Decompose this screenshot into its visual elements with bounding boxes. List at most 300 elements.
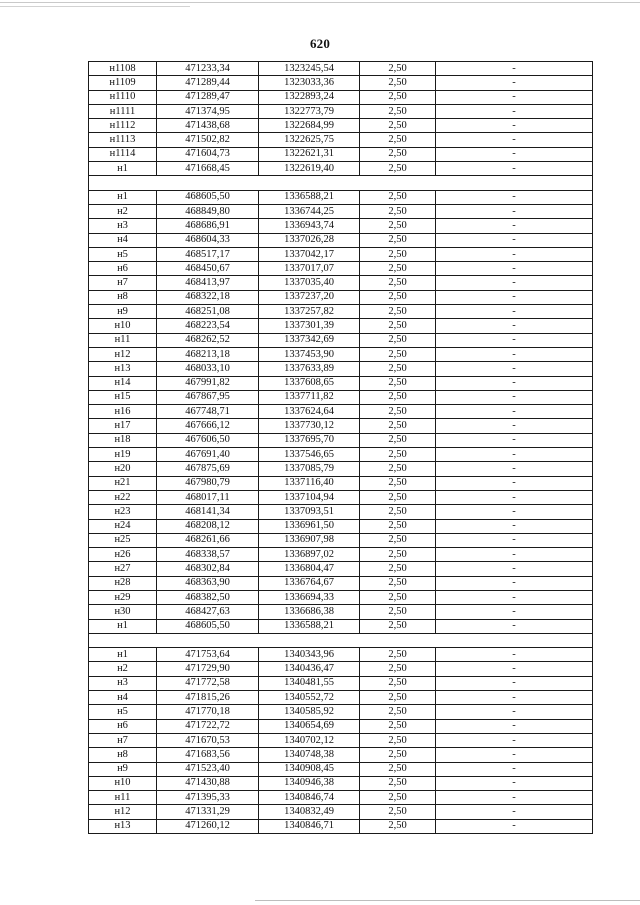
y-coordinate-cell: 1340748,38 [259, 748, 360, 762]
y-coordinate-cell: 1340343,96 [259, 648, 360, 662]
table-row [89, 119, 593, 133]
note-cell: - [436, 648, 593, 662]
point-id-cell: н1111 [89, 104, 157, 118]
point-id-cell: н4 [89, 233, 157, 247]
y-coordinate-cell: 1340702,12 [259, 733, 360, 747]
note-cell: - [436, 805, 593, 819]
point-id-cell: н9 [89, 305, 157, 319]
x-coordinate-cell: 467691,40 [157, 448, 259, 462]
x-coordinate-cell: 468605,50 [157, 619, 259, 633]
x-coordinate-cell: 468141,34 [157, 505, 259, 519]
y-coordinate-cell: 1337026,28 [259, 233, 360, 247]
point-id-cell: н4 [89, 691, 157, 705]
x-coordinate-cell: 471815,26 [157, 691, 259, 705]
coordinates-table-body [89, 62, 593, 834]
point-id-cell: н8 [89, 748, 157, 762]
table-row [89, 62, 593, 76]
accuracy-cell: 2,50 [360, 805, 436, 819]
table-row [89, 147, 593, 161]
table-row [89, 262, 593, 276]
note-cell: - [436, 576, 593, 590]
point-id-cell: н15 [89, 390, 157, 404]
note-cell: - [436, 819, 593, 833]
y-coordinate-cell: 1337042,17 [259, 247, 360, 261]
note-cell: - [436, 419, 593, 433]
table-row [89, 376, 593, 390]
y-coordinate-cell: 1337608,65 [259, 376, 360, 390]
table-row [89, 805, 593, 819]
y-coordinate-cell: 1337730,12 [259, 419, 360, 433]
y-coordinate-cell: 1337453,90 [259, 347, 360, 361]
x-coordinate-cell: 471722,72 [157, 719, 259, 733]
table-row [89, 691, 593, 705]
x-coordinate-cell: 471729,90 [157, 662, 259, 676]
table-row [89, 648, 593, 662]
note-cell: - [436, 748, 593, 762]
y-coordinate-cell: 1336588,21 [259, 190, 360, 204]
accuracy-cell: 2,50 [360, 762, 436, 776]
accuracy-cell: 2,50 [360, 362, 436, 376]
y-coordinate-cell: 1336907,98 [259, 533, 360, 547]
y-coordinate-cell: 1337085,79 [259, 462, 360, 476]
point-id-cell: н10 [89, 319, 157, 333]
x-coordinate-cell: 468382,50 [157, 590, 259, 604]
note-cell: - [436, 219, 593, 233]
y-coordinate-cell: 1322893,24 [259, 90, 360, 104]
x-coordinate-cell: 468849,80 [157, 204, 259, 218]
table-row [89, 333, 593, 347]
table-row [89, 104, 593, 118]
accuracy-cell: 2,50 [360, 333, 436, 347]
accuracy-cell: 2,50 [360, 390, 436, 404]
accuracy-cell: 2,50 [360, 247, 436, 261]
y-coordinate-cell: 1322773,79 [259, 104, 360, 118]
table-row [89, 347, 593, 361]
table-row [89, 776, 593, 790]
point-id-cell: н12 [89, 347, 157, 361]
accuracy-cell: 2,50 [360, 133, 436, 147]
y-coordinate-cell: 1337633,89 [259, 362, 360, 376]
note-cell: - [436, 276, 593, 290]
accuracy-cell: 2,50 [360, 448, 436, 462]
y-coordinate-cell: 1336744,25 [259, 204, 360, 218]
note-cell: - [436, 776, 593, 790]
point-id-cell: н14 [89, 376, 157, 390]
table-row [89, 533, 593, 547]
x-coordinate-cell: 467980,79 [157, 476, 259, 490]
accuracy-cell: 2,50 [360, 262, 436, 276]
point-id-cell: н20 [89, 462, 157, 476]
section-separator-row [89, 633, 593, 647]
y-coordinate-cell: 1340654,69 [259, 719, 360, 733]
accuracy-cell: 2,50 [360, 476, 436, 490]
point-id-cell: н3 [89, 219, 157, 233]
note-cell: - [436, 405, 593, 419]
coordinates-table [88, 61, 593, 834]
table-row [89, 791, 593, 805]
y-coordinate-cell: 1322684,99 [259, 119, 360, 133]
x-coordinate-cell: 471438,68 [157, 119, 259, 133]
scan-edge-top-short [0, 6, 190, 7]
point-id-cell: н1 [89, 162, 157, 176]
x-coordinate-cell: 471502,82 [157, 133, 259, 147]
note-cell: - [436, 247, 593, 261]
point-id-cell: н7 [89, 276, 157, 290]
table-row [89, 390, 593, 404]
accuracy-cell: 2,50 [360, 162, 436, 176]
note-cell: - [436, 462, 593, 476]
y-coordinate-cell: 1337017,07 [259, 262, 360, 276]
x-coordinate-cell: 471753,64 [157, 648, 259, 662]
table-row [89, 505, 593, 519]
x-coordinate-cell: 468413,97 [157, 276, 259, 290]
note-cell: - [436, 319, 593, 333]
point-id-cell: н6 [89, 262, 157, 276]
point-id-cell: н24 [89, 519, 157, 533]
note-cell: - [436, 362, 593, 376]
note-cell: - [436, 76, 593, 90]
x-coordinate-cell: 471289,44 [157, 76, 259, 90]
separator-cell [89, 633, 593, 647]
accuracy-cell: 2,50 [360, 376, 436, 390]
x-coordinate-cell: 467666,12 [157, 419, 259, 433]
x-coordinate-cell: 468033,10 [157, 362, 259, 376]
point-id-cell: н13 [89, 819, 157, 833]
point-id-cell: н2 [89, 662, 157, 676]
y-coordinate-cell: 1337301,39 [259, 319, 360, 333]
accuracy-cell: 2,50 [360, 219, 436, 233]
y-coordinate-cell: 1336588,21 [259, 619, 360, 633]
y-coordinate-cell: 1336804,47 [259, 562, 360, 576]
point-id-cell: н13 [89, 362, 157, 376]
x-coordinate-cell: 467991,82 [157, 376, 259, 390]
point-id-cell: н30 [89, 605, 157, 619]
x-coordinate-cell: 468223,54 [157, 319, 259, 333]
note-cell: - [436, 347, 593, 361]
table-row [89, 405, 593, 419]
table-row [89, 319, 593, 333]
note-cell: - [436, 691, 593, 705]
y-coordinate-cell: 1323245,54 [259, 62, 360, 76]
accuracy-cell: 2,50 [360, 748, 436, 762]
point-id-cell: н1109 [89, 76, 157, 90]
y-coordinate-cell: 1340832,49 [259, 805, 360, 819]
y-coordinate-cell: 1336961,50 [259, 519, 360, 533]
y-coordinate-cell: 1323033,36 [259, 76, 360, 90]
table-row [89, 219, 593, 233]
accuracy-cell: 2,50 [360, 548, 436, 562]
table-row [89, 462, 593, 476]
table-row [89, 590, 593, 604]
scan-edge-top [0, 2, 640, 3]
note-cell: - [436, 505, 593, 519]
table-row [89, 576, 593, 590]
accuracy-cell: 2,50 [360, 533, 436, 547]
accuracy-cell: 2,50 [360, 305, 436, 319]
note-cell: - [436, 662, 593, 676]
table-row [89, 433, 593, 447]
x-coordinate-cell: 471772,58 [157, 676, 259, 690]
x-coordinate-cell: 471430,88 [157, 776, 259, 790]
point-id-cell: н5 [89, 705, 157, 719]
accuracy-cell: 2,50 [360, 204, 436, 218]
note-cell: - [436, 262, 593, 276]
table-row [89, 619, 593, 633]
y-coordinate-cell: 1336686,38 [259, 605, 360, 619]
x-coordinate-cell: 467867,95 [157, 390, 259, 404]
table-row [89, 76, 593, 90]
separator-cell [89, 176, 593, 190]
point-id-cell: н18 [89, 433, 157, 447]
note-cell: - [436, 762, 593, 776]
y-coordinate-cell: 1337035,40 [259, 276, 360, 290]
note-cell: - [436, 190, 593, 204]
table-row [89, 490, 593, 504]
y-coordinate-cell: 1340481,55 [259, 676, 360, 690]
note-cell: - [436, 305, 593, 319]
point-id-cell: н7 [89, 733, 157, 747]
accuracy-cell: 2,50 [360, 791, 436, 805]
note-cell: - [436, 562, 593, 576]
point-id-cell: н1 [89, 648, 157, 662]
x-coordinate-cell: 467606,50 [157, 433, 259, 447]
y-coordinate-cell: 1322625,75 [259, 133, 360, 147]
point-id-cell: н6 [89, 719, 157, 733]
point-id-cell: н1 [89, 619, 157, 633]
x-coordinate-cell: 468262,52 [157, 333, 259, 347]
x-coordinate-cell: 468604,33 [157, 233, 259, 247]
table-row [89, 233, 593, 247]
accuracy-cell: 2,50 [360, 433, 436, 447]
x-coordinate-cell: 471374,95 [157, 104, 259, 118]
table-row [89, 190, 593, 204]
table-row [89, 548, 593, 562]
scan-edge-bottom [255, 900, 640, 901]
x-coordinate-cell: 468450,67 [157, 262, 259, 276]
x-coordinate-cell: 468517,17 [157, 247, 259, 261]
accuracy-cell: 2,50 [360, 290, 436, 304]
table-row [89, 705, 593, 719]
y-coordinate-cell: 1340552,72 [259, 691, 360, 705]
y-coordinate-cell: 1337257,82 [259, 305, 360, 319]
note-cell: - [436, 590, 593, 604]
x-coordinate-cell: 471683,56 [157, 748, 259, 762]
note-cell: - [436, 90, 593, 104]
accuracy-cell: 2,50 [360, 90, 436, 104]
point-id-cell: н1110 [89, 90, 157, 104]
note-cell: - [436, 519, 593, 533]
x-coordinate-cell: 468213,18 [157, 347, 259, 361]
x-coordinate-cell: 471289,47 [157, 90, 259, 104]
table-row [89, 733, 593, 747]
note-cell: - [436, 290, 593, 304]
point-id-cell: н1 [89, 190, 157, 204]
x-coordinate-cell: 468251,08 [157, 305, 259, 319]
table-row [89, 448, 593, 462]
y-coordinate-cell: 1337695,70 [259, 433, 360, 447]
accuracy-cell: 2,50 [360, 819, 436, 833]
accuracy-cell: 2,50 [360, 233, 436, 247]
note-cell: - [436, 733, 593, 747]
point-id-cell: н12 [89, 805, 157, 819]
accuracy-cell: 2,50 [360, 419, 436, 433]
table-row [89, 290, 593, 304]
note-cell: - [436, 676, 593, 690]
y-coordinate-cell: 1336764,67 [259, 576, 360, 590]
x-coordinate-cell: 467748,71 [157, 405, 259, 419]
y-coordinate-cell: 1337624,64 [259, 405, 360, 419]
table-row [89, 204, 593, 218]
point-id-cell: н16 [89, 405, 157, 419]
y-coordinate-cell: 1336943,74 [259, 219, 360, 233]
accuracy-cell: 2,50 [360, 776, 436, 790]
y-coordinate-cell: 1340946,38 [259, 776, 360, 790]
accuracy-cell: 2,50 [360, 405, 436, 419]
note-cell: - [436, 162, 593, 176]
accuracy-cell: 2,50 [360, 119, 436, 133]
table-row [89, 519, 593, 533]
note-cell: - [436, 619, 593, 633]
x-coordinate-cell: 471770,18 [157, 705, 259, 719]
y-coordinate-cell: 1336694,33 [259, 590, 360, 604]
point-id-cell: н22 [89, 490, 157, 504]
y-coordinate-cell: 1337546,65 [259, 448, 360, 462]
accuracy-cell: 2,50 [360, 276, 436, 290]
y-coordinate-cell: 1337104,94 [259, 490, 360, 504]
point-id-cell: н1108 [89, 62, 157, 76]
x-coordinate-cell: 467875,69 [157, 462, 259, 476]
x-coordinate-cell: 468427,63 [157, 605, 259, 619]
point-id-cell: н29 [89, 590, 157, 604]
point-id-cell: н8 [89, 290, 157, 304]
point-id-cell: н26 [89, 548, 157, 562]
y-coordinate-cell: 1337342,69 [259, 333, 360, 347]
accuracy-cell: 2,50 [360, 62, 436, 76]
note-cell: - [436, 104, 593, 118]
point-id-cell: н1113 [89, 133, 157, 147]
y-coordinate-cell: 1336897,02 [259, 548, 360, 562]
note-cell: - [436, 233, 593, 247]
x-coordinate-cell: 471670,53 [157, 733, 259, 747]
note-cell: - [436, 705, 593, 719]
x-coordinate-cell: 468338,57 [157, 548, 259, 562]
accuracy-cell: 2,50 [360, 719, 436, 733]
note-cell: - [436, 119, 593, 133]
table-row [89, 247, 593, 261]
accuracy-cell: 2,50 [360, 505, 436, 519]
accuracy-cell: 2,50 [360, 147, 436, 161]
note-cell: - [436, 147, 593, 161]
point-id-cell: н1114 [89, 147, 157, 161]
note-cell: - [436, 448, 593, 462]
table-row [89, 662, 593, 676]
y-coordinate-cell: 1340908,45 [259, 762, 360, 776]
note-cell: - [436, 433, 593, 447]
table-row [89, 819, 593, 833]
note-cell: - [436, 548, 593, 562]
x-coordinate-cell: 471260,12 [157, 819, 259, 833]
accuracy-cell: 2,50 [360, 662, 436, 676]
table-row [89, 419, 593, 433]
x-coordinate-cell: 468261,66 [157, 533, 259, 547]
x-coordinate-cell: 468605,50 [157, 190, 259, 204]
accuracy-cell: 2,50 [360, 562, 436, 576]
accuracy-cell: 2,50 [360, 648, 436, 662]
table-row [89, 362, 593, 376]
y-coordinate-cell: 1340436,47 [259, 662, 360, 676]
x-coordinate-cell: 468208,12 [157, 519, 259, 533]
point-id-cell: н11 [89, 333, 157, 347]
table-row [89, 748, 593, 762]
note-cell: - [436, 719, 593, 733]
y-coordinate-cell: 1340846,74 [259, 791, 360, 805]
note-cell: - [436, 376, 593, 390]
note-cell: - [436, 204, 593, 218]
x-coordinate-cell: 471523,40 [157, 762, 259, 776]
x-coordinate-cell: 471331,29 [157, 805, 259, 819]
point-id-cell: н27 [89, 562, 157, 576]
accuracy-cell: 2,50 [360, 76, 436, 90]
point-id-cell: н5 [89, 247, 157, 261]
note-cell: - [436, 62, 593, 76]
accuracy-cell: 2,50 [360, 490, 436, 504]
x-coordinate-cell: 471395,33 [157, 791, 259, 805]
point-id-cell: н10 [89, 776, 157, 790]
note-cell: - [436, 533, 593, 547]
y-coordinate-cell: 1337237,20 [259, 290, 360, 304]
y-coordinate-cell: 1322621,31 [259, 147, 360, 161]
accuracy-cell: 2,50 [360, 605, 436, 619]
y-coordinate-cell: 1337093,51 [259, 505, 360, 519]
page-number: 620 [309, 36, 331, 51]
accuracy-cell: 2,50 [360, 590, 436, 604]
table-row [89, 133, 593, 147]
point-id-cell: н9 [89, 762, 157, 776]
y-coordinate-cell: 1322619,40 [259, 162, 360, 176]
accuracy-cell: 2,50 [360, 691, 436, 705]
point-id-cell: н2 [89, 204, 157, 218]
y-coordinate-cell: 1337711,82 [259, 390, 360, 404]
accuracy-cell: 2,50 [360, 619, 436, 633]
point-id-cell: н21 [89, 476, 157, 490]
point-id-cell: н19 [89, 448, 157, 462]
table-row [89, 305, 593, 319]
y-coordinate-cell: 1340846,71 [259, 819, 360, 833]
y-coordinate-cell: 1340585,92 [259, 705, 360, 719]
point-id-cell: н17 [89, 419, 157, 433]
x-coordinate-cell: 471233,34 [157, 62, 259, 76]
point-id-cell: н28 [89, 576, 157, 590]
accuracy-cell: 2,50 [360, 462, 436, 476]
table-row [89, 476, 593, 490]
x-coordinate-cell: 468322,18 [157, 290, 259, 304]
x-coordinate-cell: 471668,45 [157, 162, 259, 176]
accuracy-cell: 2,50 [360, 576, 436, 590]
note-cell: - [436, 476, 593, 490]
note-cell: - [436, 490, 593, 504]
accuracy-cell: 2,50 [360, 705, 436, 719]
section-separator-row [89, 176, 593, 190]
note-cell: - [436, 390, 593, 404]
x-coordinate-cell: 468302,84 [157, 562, 259, 576]
x-coordinate-cell: 468363,90 [157, 576, 259, 590]
point-id-cell: н11 [89, 791, 157, 805]
table-row [89, 605, 593, 619]
x-coordinate-cell: 471604,73 [157, 147, 259, 161]
accuracy-cell: 2,50 [360, 190, 436, 204]
table-row [89, 719, 593, 733]
table-row [89, 676, 593, 690]
